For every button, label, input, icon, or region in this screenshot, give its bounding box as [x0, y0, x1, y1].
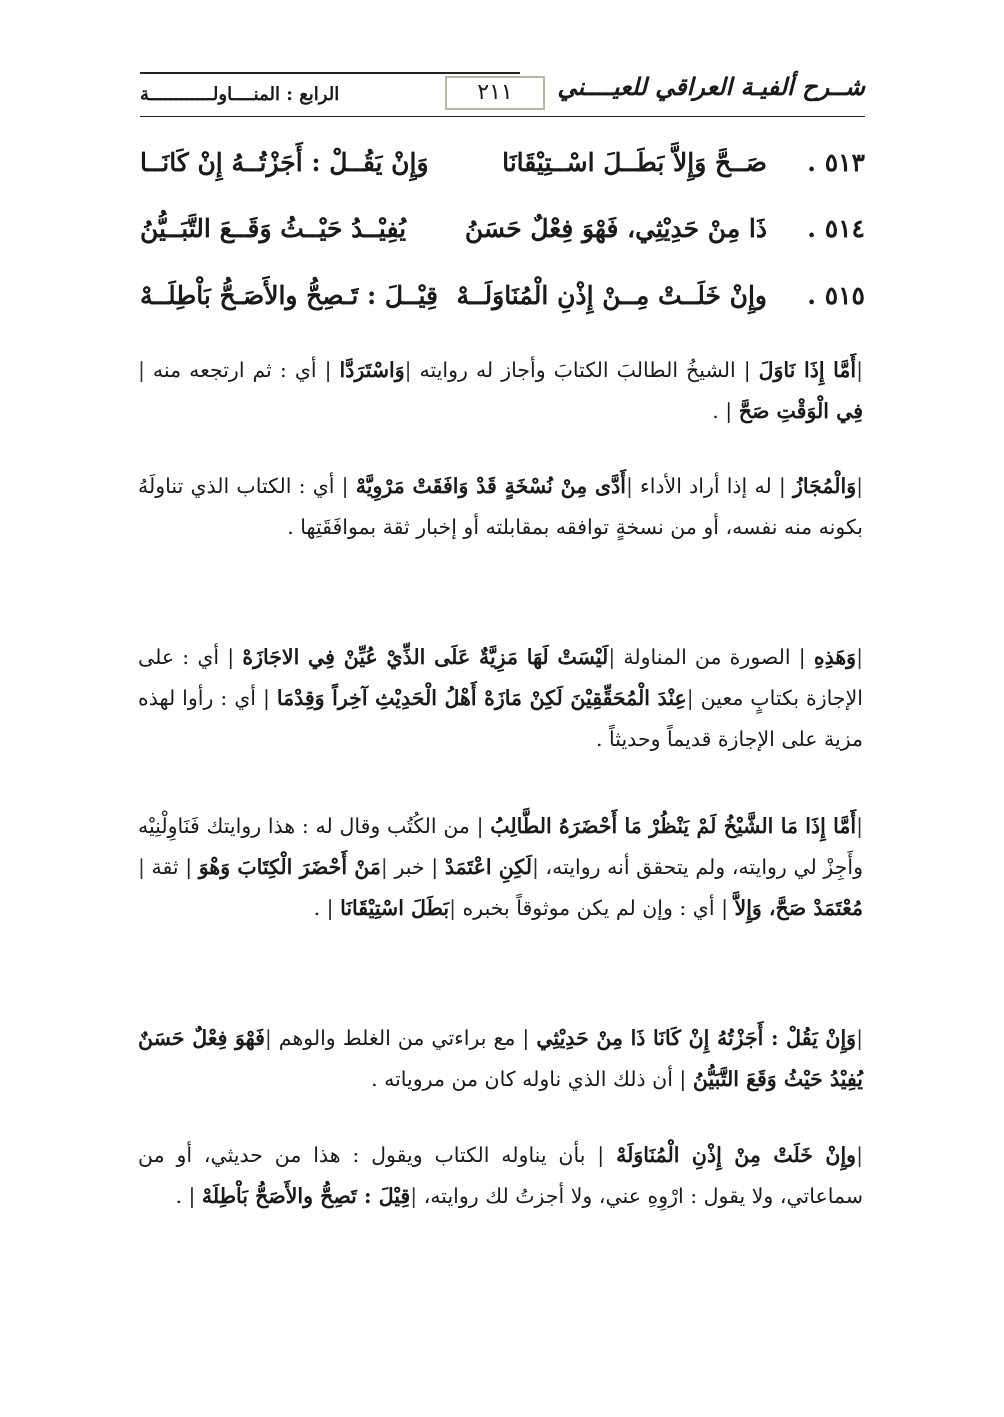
- verse-line: [140, 214, 865, 264]
- commentary-text: | الشيخُ الطالبَ الكتابَ وأجاز له روايته: [411, 358, 759, 382]
- commentary-paragraph: [138, 466, 863, 548]
- verse-number: ٥١٤ .: [807, 214, 865, 243]
- quoted-verse-text: أَدَّى مِنْ نُسْخَةٍ قَدْ وَافَقَتْ مَرْوِيَّهْ: [355, 474, 626, 498]
- running-header: [140, 62, 865, 122]
- quote-bracket: |: [625, 474, 633, 498]
- quoted-verse-text: وَالْمُجَازُ: [793, 474, 857, 498]
- commentary-text: | أي : ثم ارتجعه منه: [144, 358, 340, 382]
- quoted-verse-text: لَكِنِ اعْتَمَدْ: [444, 855, 532, 879]
- chapter-title: الرابع : المنــــاولــــــــــــة: [140, 84, 340, 105]
- verse-first-hemistich: وإِنْ خَلَــتْ مِــنْ إِذْنِ الْمُنَاوَلَــهْ: [456, 281, 767, 310]
- quote-bracket: |: [856, 645, 863, 669]
- quoted-verse-text: بَطَلَ اسْتِيْقَانَا: [340, 896, 450, 920]
- quote-bracket: |: [686, 686, 694, 710]
- quote-bracket: |: [856, 358, 864, 382]
- commentary-text: | خبر: [387, 855, 445, 879]
- commentary-text: | .: [313, 896, 341, 920]
- commentary-text: | له إذا أراد الأداء: [632, 474, 794, 498]
- commentary-text: | أن ذلك الذي ناوله كان من مروياته .: [371, 1067, 693, 1091]
- book-title: شــرح ألفيـة العراقي للعيــــني: [557, 72, 865, 101]
- quoted-verse-text: مُعْتَمَدْ صَحَّ، وَإِلاَّ: [734, 896, 863, 920]
- quoted-verse-text: أَمَّا إِذَا مَا الشَّيْخُ لَمْ يَنْظُرْ مَا أَحْضَرَهُ الطَّالِبُ: [490, 814, 857, 838]
- quote-bracket: |: [856, 1026, 863, 1050]
- quote-bracket: |: [410, 1184, 418, 1208]
- commentary-text: | .: [175, 1184, 202, 1208]
- commentary-text: | الصورة من المناولة: [615, 645, 814, 669]
- commentary-text: | أي : وإن لم يكن موثوقاً بخبره: [456, 896, 735, 920]
- page-number: ٢١١: [445, 76, 545, 110]
- quote-bracket: |: [608, 645, 616, 669]
- quoted-verse-text: أَمَّا إِذَا نَاوَلَ: [758, 358, 857, 382]
- verse-number: ٥١٥ .: [807, 281, 865, 310]
- quoted-verse-text: قِيْلَ : تَصِحُّ والأَصَحُّ بَاْطِلَهْ: [201, 1184, 411, 1208]
- quoted-verse-text: عِنْدَ الْمُحَقِّقِيْنَ لَكِنْ مَازَهْ أَهْلُ الْحَدِيْثِ آخِراً وَقِدْمَا: [276, 686, 687, 710]
- quote-bracket: |: [404, 358, 412, 382]
- quote-bracket: |: [856, 814, 863, 838]
- commentary-text: | من الكُتُب وقال له : هذا روايتك فَنَاوِلْنِيْه وأَجِزْ لي روايته، ولم يتحقق أنه روايته،: [138, 814, 863, 879]
- quoted-verse-text: وَإِنْ يَقُلْ : أَجَزْتُهُ إِنْ كَانَا ذَا مِنْ حَدِيْثِي: [536, 1026, 857, 1050]
- commentary-paragraph: [138, 1018, 863, 1100]
- commentary-text: | .: [712, 399, 739, 423]
- verse-second-hemistich: قِيْــلَ : تَـصِحُّ والأَصَـحُّ بَاْطِلَــهْ: [140, 281, 438, 310]
- quote-bracket: |: [138, 358, 145, 382]
- quoted-verse-text: فِي الْوَقْتِ صَحَّ: [738, 399, 863, 423]
- commentary-paragraph: [138, 1135, 863, 1217]
- verse-line: [140, 148, 865, 198]
- quote-bracket: |: [856, 474, 864, 498]
- commentary-text: | بأن يناوله الكتاب ويقول : هذا من حديثي، أو من سماعاتي، ولا يقول : ارْوِهِ عني، ولا أجزتُ لك روايته،: [138, 1143, 863, 1208]
- commentary-text: | مع براءتي من الغلط والوهم: [271, 1026, 537, 1050]
- quoted-verse-text: فَهْوَ فِعْلٌ حَسَنٌ يُفِيْدُ حَيْثُ وَقَعَ التَّبَيُّنُ: [138, 1026, 863, 1091]
- commentary-text: | أي : رأوا لهذه مزية على الإجازة قديماً وحديثاً .: [138, 686, 863, 751]
- quoted-verse-text: وَاسْتَرَدَّا: [339, 358, 405, 382]
- quote-bracket: |: [380, 855, 388, 879]
- quote-bracket: |: [856, 1143, 863, 1167]
- verse-second-hemistich: وَإِنْ يَقُــلْ : أَجَزْتُــهُ إِنْ كَانَــا: [140, 148, 429, 177]
- quoted-verse-text: وَهَذِهِ: [813, 645, 857, 669]
- commentary-text: | أي : على الإجازة بكتابٍ معين: [138, 645, 863, 710]
- commentary-paragraph: [138, 637, 863, 760]
- commentary-text: | ثقة: [144, 855, 199, 879]
- verse-first-hemistich: صَــحَّ وَإِلاَّ بَطَــلَ اسْــتِيْقَانَا: [502, 148, 767, 177]
- verse-first-hemistich: ذَا مِنْ حَدِيْثِي، فَهْوَ فِعْلٌ حَسَنُ: [464, 214, 767, 243]
- quote-bracket: |: [264, 1026, 272, 1050]
- quoted-verse-text: مَنْ أَحْضَرَ الْكِتَابَ وَهْوَ: [198, 855, 381, 879]
- commentary-paragraph: [138, 350, 863, 432]
- commentary-text: | أي : الكتاب الذي تناولَهُ بكونه منه نفسه، أو من نسخةٍ توافقه بمقابلته أو إخبار ثقة بموافَقَتِها .: [138, 474, 863, 539]
- quoted-verse-text: لَيْسَتْ لَهَا مَزِيَّةٌ عَلَى الذِّيْ عُيِّنْ فِي الاجَازَهْ: [242, 645, 609, 669]
- verse-line: [140, 281, 865, 331]
- verse-number: ٥١٣ .: [807, 148, 865, 177]
- header-rule-top: [140, 72, 520, 74]
- quote-bracket: |: [138, 855, 145, 879]
- quote-bracket: |: [531, 855, 539, 879]
- quote-bracket: |: [449, 896, 457, 920]
- verse-second-hemistich: يُفِيْــدُ حَيْــثُ وَقَــعَ التَّبَــيُّنُ: [140, 214, 407, 243]
- header-rule-bottom: [140, 116, 865, 117]
- commentary-paragraph: [138, 806, 863, 929]
- quoted-verse-text: وإِنْ خَلَتْ مِنْ إِذْنِ الْمُنَاوَلَهْ: [616, 1143, 857, 1167]
